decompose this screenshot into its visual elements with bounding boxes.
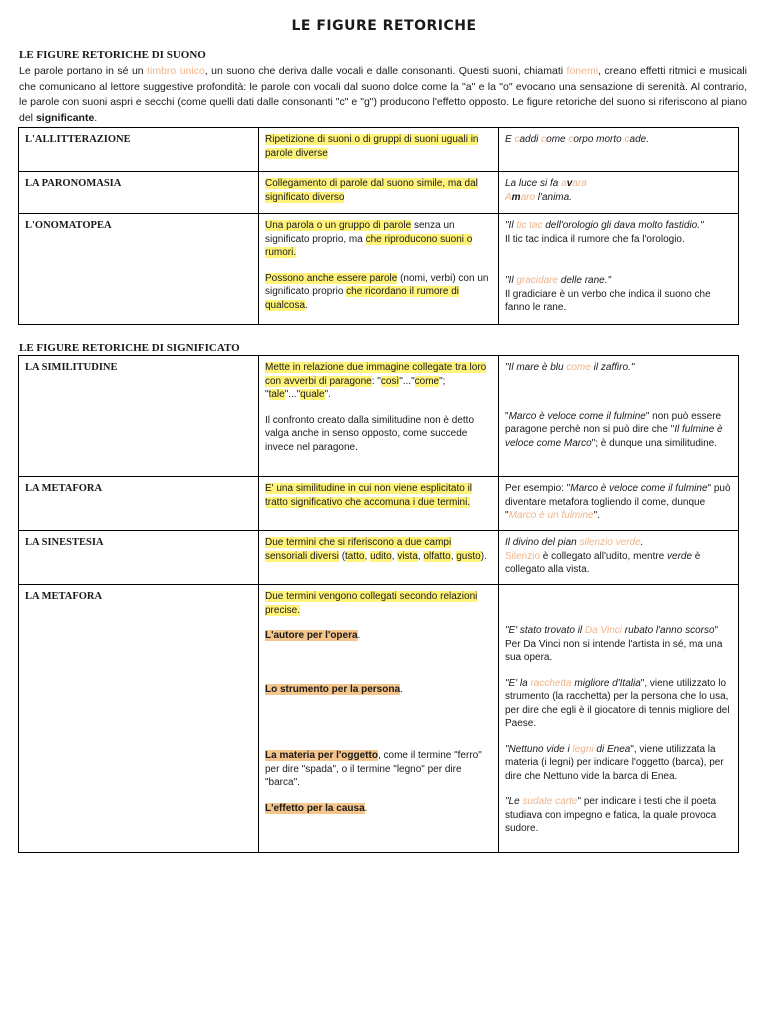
definition-cell: Due termini vengono collegati secondo relazioni precise. L'autore per l'opera. Lo strumento per la persona. La materia per l'oggetto, come il termine "ferro" per dire "spada", o il termine "legno" per dire "barca". L'effetto per la causa. bbox=[259, 585, 499, 853]
term-cell: LA SINESTESIA bbox=[19, 531, 259, 585]
timbro-unico-text: timbro unico bbox=[147, 65, 205, 77]
example-cell: "E' stato trovato il Da Vinci rubato l'anno scorso" Per Da Vinci non si intende l'artista in sé, ma una sua opera. "E' la racchetta migliore d'Italia", viene utilizzato lo strumento (la racchetta) per la persona che lo usa, per dire che egli è il giocatore di tennis migliore del Paese. "Nettuno vide i legni di Enea", viene utilizzata la materia (i legni) per indicare l'oggetto (barca), per dire che Nettuno vide la barca di Enea. "Le sudate carte" per indicare i testi che il poeta studiava con impegno e fatica, la quale provoca sudore. bbox=[499, 585, 739, 853]
example-cell: Il divino del pian silenzio verde. Silenzio è collegato all'udito, mentre verde è collegato alla vista. bbox=[499, 531, 739, 585]
example-cell: La luce si fa avara Amaro l'anima. bbox=[499, 172, 739, 214]
table-row bbox=[19, 356, 739, 477]
table-row bbox=[19, 214, 739, 325]
example-cell: "Il mare è blu come il zaffiro." "Marco è veloce come il fulmine" non può essere paragone perchè non si può dire che "Il fulmine è veloce come Marco"; è dunque una similitudine. bbox=[499, 356, 739, 477]
term-cell: LA SIMILITUDINE bbox=[19, 356, 259, 477]
term-cell: L'ALLITTERAZIONE bbox=[19, 128, 259, 172]
term-cell: LA METAFORA bbox=[19, 585, 259, 853]
table-row bbox=[19, 172, 739, 214]
definition-cell: Una parola o un gruppo di parole senza un significato proprio, ma che riproducono suoni o rumori. Possono anche essere parole (nomi, verbi) con un significato proprio che ricordano il rumore di qualcosa. bbox=[259, 214, 499, 325]
term-cell: L'ONOMATOPEA bbox=[19, 214, 259, 325]
table-row bbox=[19, 531, 739, 585]
term-cell: LA PARONOMASIA bbox=[19, 172, 259, 214]
page-title: LE FIGURE RETORICHE bbox=[291, 18, 477, 34]
definition-cell: Collegamento di parole dal suono simile, ma dal significato diverso bbox=[259, 172, 499, 214]
example-cell: Per esempio: "Marco è veloce come il fulmine" può diventare metafora togliendo il come, dunque "Marco è un fulmine". bbox=[499, 477, 739, 531]
definition-cell: Mette in relazione due immagine collegate tra loro con avverbi di paragone: "così"..."come"; "tale"..."quale". Il confronto creato dalla similitudine non è detto valga anche in senso opposto, come succede invece nel paragone. bbox=[259, 356, 499, 477]
definition-cell: Ripetizione di suoni o di gruppi di suoni uguali in parole diverse bbox=[259, 128, 499, 172]
example-cell: E caddi come corpo morto cade. bbox=[499, 128, 739, 172]
table-row bbox=[19, 477, 739, 531]
table-row bbox=[19, 128, 739, 172]
definition-cell: Due termini che si riferiscono a due campi sensoriali diversi (tatto, udito, vista, olfatto, gusto). bbox=[259, 531, 499, 585]
definition-cell: E' una similitudine in cui non viene esplicitato il tratto significativo che accomuna i due termini. bbox=[259, 477, 499, 531]
table-row bbox=[19, 585, 739, 853]
significante-text: significante bbox=[35, 111, 95, 124]
section-heading-suono: LE FIGURE RETORICHE DI SUONO bbox=[19, 49, 206, 61]
table-figure-suono bbox=[18, 127, 739, 325]
intro-paragraph: Le parole portano in sé un timbro unico, un suono che deriva dalle vocali e dalle consonanti. Questi suoni, chiamati fonemi, creano effetti ritmici e musicali che comunicano al lettore suggestive profondità: le parole con vocali dal suono dolce come la "a" e la "o" evocano una sensazione di serenità. Al contrario, le parole con suoni aspri e secchi (come quelli dati dalle consonanti "c" e "g") producono l'effetto opposto. Le figure retoriche del suono si riferiscono al piano del significante. bbox=[19, 65, 747, 124]
fonemi-text: fonemi bbox=[566, 65, 599, 77]
example-cell: "Il tic tac dell'orologio gli dava molto fastidio." Il tic tac indica il rumore che fa l'orologio. "Il gracidare delle rane." Il gradiciare è un verbo che indica il suono che fanno le rane. bbox=[499, 214, 739, 325]
term-cell: LA METAFORA bbox=[19, 477, 259, 531]
table-figure-significato bbox=[18, 355, 739, 853]
section-heading-significato: LE FIGURE RETORICHE DI SIGNIFICATO bbox=[19, 342, 240, 354]
